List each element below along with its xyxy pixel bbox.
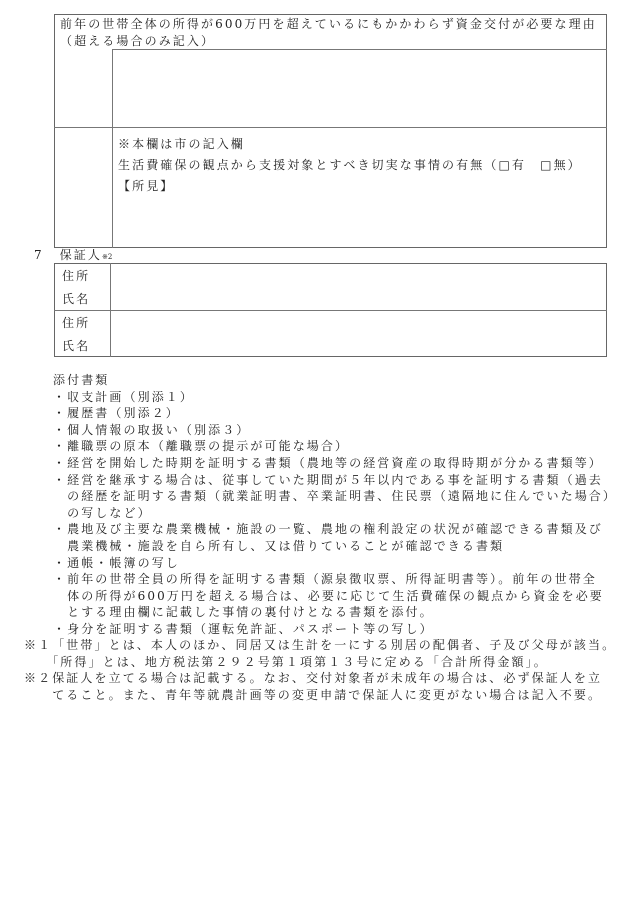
circumstance-label: 生活費確保の観点から支援対象とすべき切実な事情の有無（ <box>118 158 499 172</box>
attachment-item: の経歴を証明する書類（就業証明書、卒業証明書、住民票（遠隔地に住んでいた場合） <box>53 489 618 504</box>
city-note: ※本欄は市の記入欄 <box>118 137 245 151</box>
guarantor-address-field[interactable] <box>111 311 606 333</box>
guarantor-note-mark: ※2 <box>101 253 113 261</box>
reason-title-line: 前年の世帯全体の所得が600万円を超えているにもかかわらず資金交付が必要な理由 <box>60 17 597 31</box>
reason-title-line: （超える場合のみ記入） <box>60 33 216 48</box>
guarantor-name-field[interactable] <box>111 334 606 356</box>
address-label: 住所 <box>62 269 91 283</box>
guarantor-name-field[interactable] <box>111 287 606 309</box>
guarantor-row-2 <box>62 313 90 359</box>
attachment-item: ・農地及び主要な農業機械・施設の一覧、農地の権利設定の状況が確認できる書類及び <box>53 522 603 537</box>
reason-title <box>60 16 597 49</box>
attachments <box>53 372 617 638</box>
attachment-item: ・履歴書（別添２） <box>53 406 180 421</box>
attachment-item: ・経営を継承する場合は、従事していた期間が５年以内である事を証明する書類（過去 <box>53 472 603 487</box>
guarantor-heading <box>34 247 112 264</box>
guarantor-address-field[interactable] <box>111 264 606 286</box>
circumstance-row <box>118 155 582 176</box>
attachment-item: 体の所得が600万円を超える場合は、必要に応じて生活費確保の観点から資金を必要 <box>53 588 604 603</box>
attachment-item: ・身分を証明する書類（運転免許証、パスポート等の写し） <box>53 621 434 636</box>
guarantor-row-1 <box>62 266 90 312</box>
attachment-item: ・離職票の原本（離職票の提示が可能な場合） <box>53 439 350 454</box>
footnote-line: ※２保証人を立てる場合は記載する。なお、交付対象者が未成年の場合は、必ず保証人を立 <box>24 671 603 686</box>
reason-input-area[interactable] <box>113 50 606 126</box>
footnote-line: ※１「世帯」とは、本人のほか、同居又は生計を一にする別居の配偶者、子及び父母が該当。 <box>24 638 617 652</box>
attachment-item: 農業機械・施設を自ら所有し、又は借りていることが確認できる書類 <box>53 538 505 553</box>
opinion-label: 【所見】 <box>118 179 175 193</box>
section-number: 7 <box>34 248 44 262</box>
attachment-item: ・前年の世帯全員の所得を証明する書類（源泉徴収票、所得証明書等）。前年の世帯全 <box>53 572 597 587</box>
attachments-title: 添付書類 <box>53 373 110 387</box>
city-section <box>118 134 582 197</box>
guarantor-title: 保証人 <box>59 248 102 262</box>
option-yes-checkbox[interactable]: □有 <box>498 158 527 172</box>
attachment-item: ・経営を開始した時期を証明する書類（農地等の経営資産の取得時期が分かる書類等） <box>53 455 603 470</box>
attachment-item: ・収支計画（別添１） <box>53 389 195 404</box>
footnote-line: 「所得」とは、地方税法第２９２号第１項第１３号に定める「合計所得金額」。 <box>24 654 548 669</box>
divider <box>54 127 607 128</box>
name-label: 氏名 <box>62 339 91 353</box>
attachment-item: の写しなど） <box>53 505 152 520</box>
attachment-item: ・個人情報の取扱い（別添３） <box>53 422 251 437</box>
attachment-item: ・通帳・帳簿の写し <box>53 555 180 570</box>
address-label: 住所 <box>62 316 91 330</box>
attachment-item: とする理由欄に記載した事情の裏付けとなる書類を添付。 <box>53 605 434 620</box>
footnote-line: てること。また、青年等就農計画等の変更申請で保証人に変更がない場合は記入不要。 <box>24 687 603 702</box>
option-no-checkbox[interactable]: □無） <box>540 158 582 172</box>
footnotes <box>24 637 616 703</box>
name-label: 氏名 <box>62 292 91 306</box>
